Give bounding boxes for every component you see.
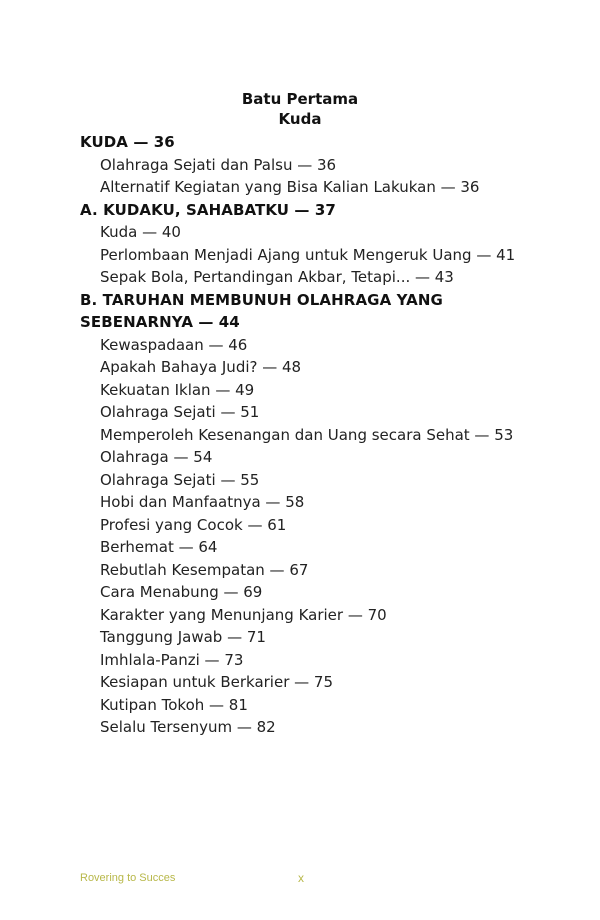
toc-subentry: Kekuatan Iklan — 49 — [100, 380, 255, 399]
toc-subentry: Apakah Bahaya Judi? — 48 — [100, 358, 302, 376]
toc-subentry: Sepak Bola, Pertandingan Akbar, Tetapi... — 43 — [100, 268, 454, 286]
toc-subentry: Alternatif Kegiatan yang Bisa Kalian Lakukan — 36 — [100, 178, 480, 196]
footer-page-number: x — [298, 871, 304, 885]
chapter-title: Kuda — [278, 110, 322, 128]
toc-subentry: Rebutlah Kesempatan — 67 — [100, 560, 309, 579]
toc-subentry: Tanggung Jawab — 71 — [100, 628, 266, 646]
toc-subentry: Kutipan Tokoh — 81 — [100, 695, 248, 714]
toc-subentry: Olahraga Sejati dan Palsu — 36 — [100, 155, 337, 174]
toc-subentry: Memperoleh Kesenangan dan Uang secara Sehat — 53 — [100, 425, 514, 444]
toc-subentry: Cara Menabung — 69 — [100, 583, 263, 601]
toc-subentry: Hobi dan Manfaatnya — 58 — [100, 493, 305, 511]
toc-subentry: Olahraga Sejati — 55 — [100, 470, 260, 489]
toc-subentry: Olahraga Sejati — 51 — [100, 403, 260, 421]
toc-section-entry: KUDA — 36 — [80, 133, 175, 151]
footer-book-title: Rovering to Succes — [80, 872, 176, 884]
table-of-contents — [80, 131, 520, 739]
toc-subentry: Imhlala-Panzi — 73 — [100, 650, 244, 669]
toc-subentry: Berhemat — 64 — [100, 538, 218, 556]
toc-subentry: Kuda — 40 — [100, 223, 181, 241]
toc-section-entry: B. TARUHAN MEMBUNUH OLAHRAGA YANG — [80, 290, 443, 309]
toc-subentry: Selalu Tersenyum — 82 — [100, 718, 276, 736]
toc-subentry: Perlombaan Menjadi Ajang untuk Mengeruk Uang — 41 — [100, 245, 516, 264]
toc-subentry: Kesiapan untuk Berkarier — 75 — [100, 673, 333, 691]
toc-section-entry: SEBENARNYA — 44 — [80, 313, 240, 331]
toc-subentry: Profesi yang Cocok — 61 — [100, 515, 287, 534]
toc-section-entry: A. KUDAKU, SAHABATKU — 37 — [80, 200, 336, 219]
toc-subentry: Kewaspadaan — 46 — [100, 335, 248, 354]
toc-subentry: Karakter yang Menunjang Karier — 70 — [100, 605, 387, 624]
toc-subentry: Olahraga — 54 — [100, 448, 213, 466]
part-title: Batu Pertama — [241, 90, 359, 108]
